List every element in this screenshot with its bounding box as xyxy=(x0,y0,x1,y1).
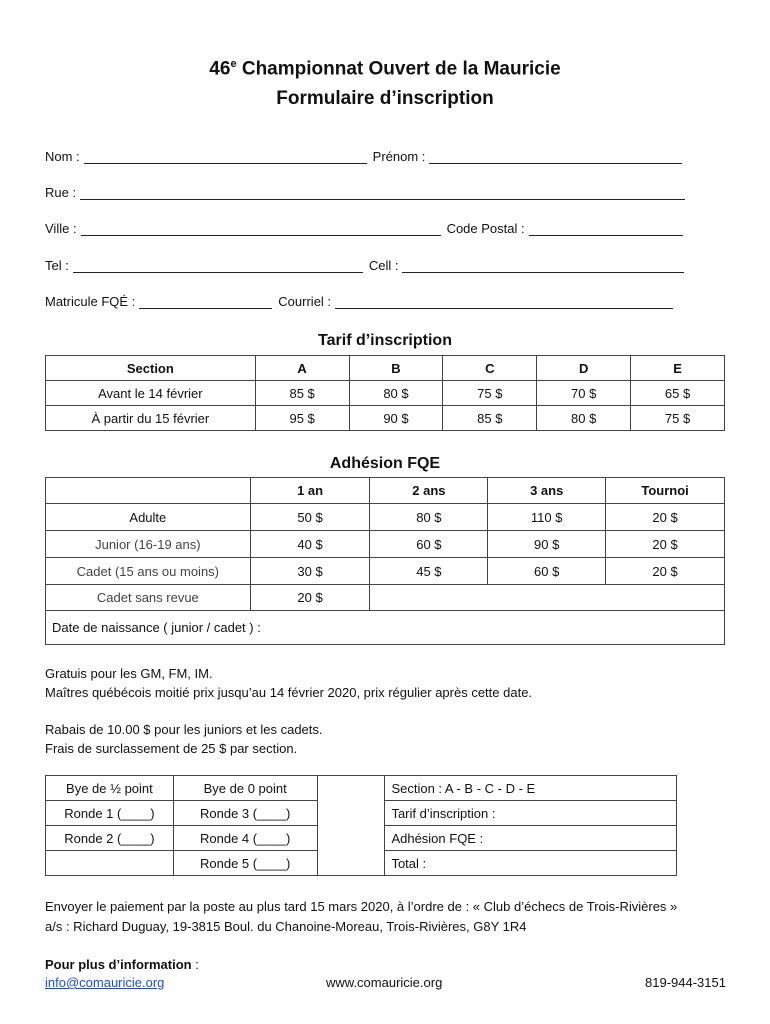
cadet-sans-revue-label: Cadet sans revue xyxy=(46,585,251,611)
tel-label: Tel : xyxy=(45,258,69,273)
adhesion-table xyxy=(45,477,725,645)
adhesion-cell: 40 $ xyxy=(250,531,370,558)
adhesion-row xyxy=(46,558,725,585)
tarif-header-cell: C xyxy=(443,356,537,381)
ronde-2-field[interactable]: Ronde 2 (____) xyxy=(46,826,174,851)
note-line: Rabais de 10.00 $ pour les juniors et les cadets. xyxy=(45,722,323,737)
rue-label: Rue : xyxy=(45,185,77,200)
cell-field[interactable] xyxy=(402,258,684,273)
tarif-header-cell: D xyxy=(537,356,631,381)
adhesion-header-cell: Tournoi xyxy=(606,478,725,504)
note-line: Maîtres québécois moitié prix jusqu’au 14 février 2020, prix régulier après cette date. xyxy=(45,685,533,700)
title-number: 46 xyxy=(209,58,231,80)
info-colon: : xyxy=(191,957,199,972)
tarif-cell: 65 $ xyxy=(631,381,725,406)
bye-zero-label: Bye de 0 point xyxy=(173,776,317,801)
matricule-label: Matricule FQÉ : xyxy=(45,294,136,309)
ronde-3-field[interactable]: Ronde 3 (____) xyxy=(173,801,317,826)
tarif-row xyxy=(46,406,725,431)
nom-label: Nom : xyxy=(45,149,80,164)
tarif-cell: Avant le 14 février xyxy=(46,381,256,406)
info-heading xyxy=(45,955,199,974)
bye-empty-cell xyxy=(46,851,174,876)
adhesion-cell: 110 $ xyxy=(488,504,606,531)
tarif-cell: 75 $ xyxy=(631,406,725,431)
tarif-row xyxy=(46,381,725,406)
adhesion-cell: Junior (16-19 ans) xyxy=(46,531,251,558)
adhesion-header-cell: 3 ans xyxy=(488,478,606,504)
tarif-cell: 95 $ xyxy=(255,406,349,431)
bye-table xyxy=(45,775,677,876)
matricule-row xyxy=(45,294,690,309)
adhesion-cell: 90 $ xyxy=(488,531,606,558)
matricule-field[interactable] xyxy=(139,294,272,309)
tarif-header-cell: Section xyxy=(46,356,256,381)
adhesion-row xyxy=(46,585,725,611)
page-title xyxy=(0,58,770,80)
ville-row xyxy=(45,221,690,236)
tarif-header-cell: B xyxy=(349,356,443,381)
bye-half-label: Bye de ½ point xyxy=(46,776,174,801)
title-text: Championnat Ouvert de la Mauricie xyxy=(236,58,561,80)
courriel-field[interactable] xyxy=(335,294,673,309)
date-naissance-row xyxy=(46,611,725,645)
code-postal-field[interactable] xyxy=(529,221,683,236)
date-naissance-field[interactable]: Date de naissance ( junior / cadet ) : xyxy=(46,611,725,645)
notes-block-2 xyxy=(45,720,323,758)
adhesion-header-cell: 1 an xyxy=(250,478,370,504)
tarif-cell: 70 $ xyxy=(537,381,631,406)
tel-row xyxy=(45,258,690,273)
tarif-title: Tarif d’inscription xyxy=(318,332,452,349)
adhesion-header-cell: 2 ans xyxy=(370,478,488,504)
courriel-label: Courriel : xyxy=(278,294,332,309)
rue-row xyxy=(45,185,690,200)
adhesion-cell: 20 $ xyxy=(606,531,725,558)
adhesion-row xyxy=(46,531,725,558)
adhesion-header-cell xyxy=(46,478,251,504)
payment-line: a/s : Richard Duguay, 19-3815 Boul. du Chanoine-Moreau, Trois-Rivières, G8Y 1R4 xyxy=(45,919,527,934)
tarif-cell: 75 $ xyxy=(443,381,537,406)
footer-phone: 819-944-3151 xyxy=(645,975,726,990)
tarif-cell: 85 $ xyxy=(255,381,349,406)
tarif-header-row xyxy=(46,356,725,381)
title-superscript: e xyxy=(230,58,237,70)
nom-field[interactable] xyxy=(84,149,367,164)
payment-instructions xyxy=(45,897,677,937)
payment-line: Envoyer le paiement par la poste au plus tard 15 mars 2020, à l’ordre de : « Club d’échecs de Trois-Rivières » xyxy=(45,899,678,914)
tarif-header-cell: A xyxy=(255,356,349,381)
tarif-cell: À partir du 15 février xyxy=(46,406,256,431)
ville-field[interactable] xyxy=(81,221,441,236)
bye-row xyxy=(46,776,677,801)
info-label: Pour plus d’information xyxy=(45,957,192,972)
ville-label: Ville : xyxy=(45,221,77,236)
code-postal-label: Code Postal : xyxy=(446,221,525,236)
cadet-sans-revue-price: 20 $ xyxy=(250,585,370,611)
tarif-cell: 80 $ xyxy=(349,381,443,406)
ronde-5-field[interactable]: Ronde 5 (____) xyxy=(173,851,317,876)
tel-field[interactable] xyxy=(73,258,363,273)
rue-field[interactable] xyxy=(80,185,685,200)
tarif-cell: 85 $ xyxy=(443,406,537,431)
adhesion-row xyxy=(46,504,725,531)
tarif-header-cell: E xyxy=(631,356,725,381)
grand-total-field[interactable]: Total : xyxy=(385,851,677,876)
bye-spacer-cell xyxy=(317,776,385,876)
note-line: Frais de surclassement de 25 $ par section. xyxy=(45,741,298,756)
tarif-table xyxy=(45,355,725,431)
cell-label: Cell : xyxy=(368,258,399,273)
tarif-cell: 90 $ xyxy=(349,406,443,431)
adhesion-cell: 45 $ xyxy=(370,558,488,585)
notes-block-1 xyxy=(45,664,532,702)
adhesion-cell: 50 $ xyxy=(250,504,370,531)
footer-website: www.comauricie.org xyxy=(326,975,443,990)
prenom-label: Prénom : xyxy=(372,149,426,164)
tarif-cell: 80 $ xyxy=(537,406,631,431)
prenom-field[interactable] xyxy=(429,149,682,164)
adhesion-title: Adhésion FQE xyxy=(329,455,441,472)
adhesion-cell: 60 $ xyxy=(370,531,488,558)
adhesion-cell: 80 $ xyxy=(370,504,488,531)
adhesion-cell: Adulte xyxy=(46,504,251,531)
ronde-4-field[interactable]: Ronde 4 (____) xyxy=(173,826,317,851)
adhesion-cell: 20 $ xyxy=(606,558,725,585)
adhesion-header-row xyxy=(46,478,725,504)
adhesion-cell: 60 $ xyxy=(488,558,606,585)
name-row xyxy=(45,149,690,164)
note-line: Gratuis pour les GM, FM, IM. xyxy=(45,666,213,681)
ronde-1-field[interactable]: Ronde 1 (____) xyxy=(46,801,174,826)
tarif-total-field[interactable]: Tarif d’inscription : xyxy=(385,801,677,826)
section-choice[interactable]: Section : A - B - C - D - E xyxy=(385,776,677,801)
adhesion-empty-cell xyxy=(370,585,725,611)
adhesion-cell: Cadet (15 ans ou moins) xyxy=(46,558,251,585)
adhesion-cell: 30 $ xyxy=(250,558,370,585)
page-subtitle: Formulaire d’inscription xyxy=(276,88,494,109)
footer-email xyxy=(45,973,164,992)
email-link[interactable]: info@comauricie.org xyxy=(45,975,165,990)
adhesion-cell: 20 $ xyxy=(606,504,725,531)
adhesion-total-field[interactable]: Adhésion FQE : xyxy=(385,826,677,851)
